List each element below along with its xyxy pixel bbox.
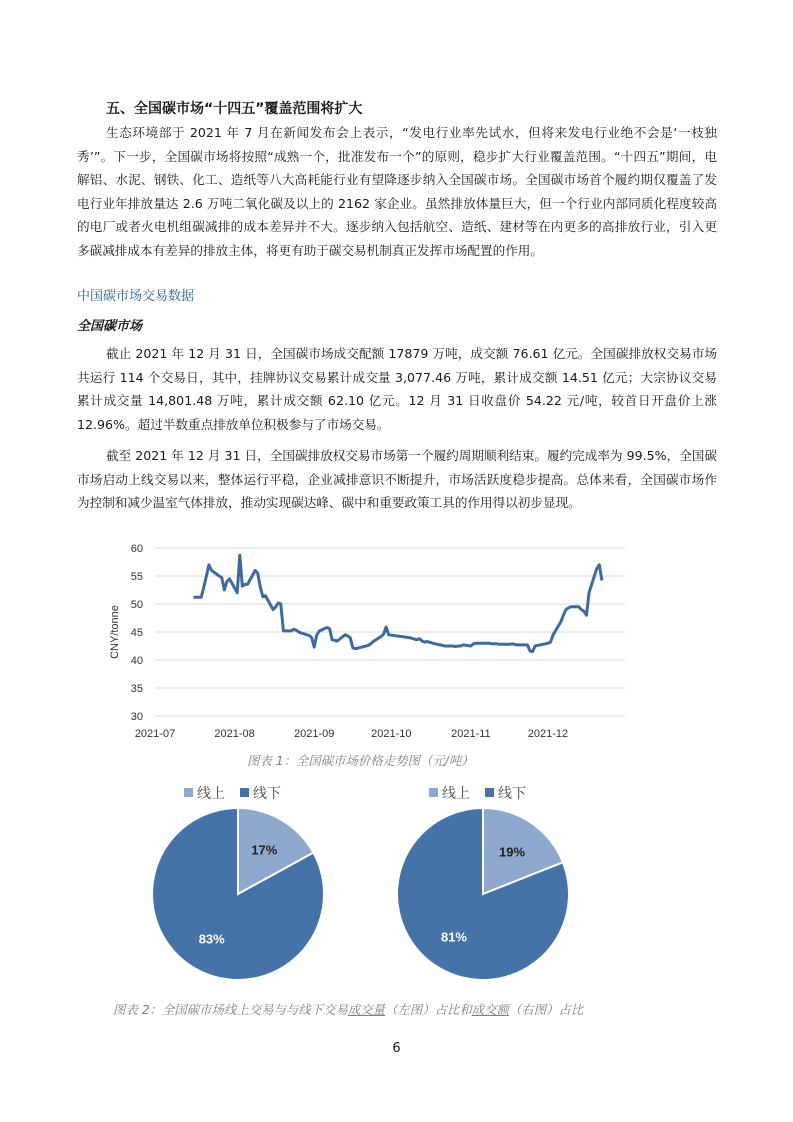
x-tick-label: 2021-08 xyxy=(214,728,255,740)
market-paragraph-1: 截止 2021 年 12 月 31 日，全国碳市场成交配额 17879 万吨，成交额 76.61 亿元。全国碳排放权交易市场共运行 114 个交易日，其中，挂牌协议交易累计成交量 3,077.46 万吨，累计成交额 14.51 亿元；大宗协议交易累计成交量 14,801.48 万吨，累计成交额 62.10 亿元。12 月 31 日收盘价 54.22 元/吨，较首日开盘价上涨 12.96%。超过半数重点排放单位积极参与了市场交易。 xyxy=(77,346,717,432)
x-tick-label: 2021-09 xyxy=(294,728,335,740)
legend-label: 线下 xyxy=(498,785,526,801)
pie-slice-label: 19% xyxy=(498,844,526,860)
section-heading: 五、全国碳市场“十四五”覆盖范围将扩大 xyxy=(106,101,363,117)
legend-swatch xyxy=(429,788,438,797)
caption-part: 图表 2：全国碳市场线上交易与与线下交易 xyxy=(113,1002,348,1017)
y-tick-label: 30 xyxy=(130,711,143,723)
y-tick-label: 55 xyxy=(130,571,143,583)
y-tick-label: 45 xyxy=(130,627,143,639)
pie-slice-label: 81% xyxy=(440,929,468,945)
price-series-line xyxy=(194,555,602,651)
y-tick-label: 35 xyxy=(130,683,143,695)
value-share-pie-chart xyxy=(370,782,600,992)
legend-label: 线上 xyxy=(197,785,225,801)
figure-2-caption xyxy=(113,1000,583,1018)
legend-swatch xyxy=(184,788,193,797)
volume-share-pie-chart xyxy=(125,782,355,992)
x-tick-label: 2021-12 xyxy=(527,728,569,740)
x-tick-label: 2021-11 xyxy=(451,728,491,740)
figure-1-caption: 图表 1：全国碳市场价格走势图（元/吨） xyxy=(247,753,474,768)
caption-part: （右图）占比 xyxy=(508,1002,584,1017)
caption-part: （左图）占比和 xyxy=(385,1002,472,1017)
pie-slice-label: 83% xyxy=(198,931,225,947)
price-trend-chart xyxy=(100,538,640,748)
page-number: 6 xyxy=(392,1041,401,1056)
legend-label: 线上 xyxy=(442,785,470,801)
subsection-heading: 全国碳市场 xyxy=(77,319,143,334)
data-section-heading: 中国碳市场交易数据 xyxy=(77,289,195,304)
y-tick-label: 40 xyxy=(130,655,143,667)
y-axis-label: CNY/tonne xyxy=(109,605,121,659)
caption-value: 成交额 xyxy=(471,1002,509,1017)
market-paragraph-2: 截至 2021 年 12 月 31 日，全国碳排放权交易市场第一个履约周期顺利结束。履约完成率为 99.5%，全国碳市场启动上线交易以来，整体运行平稳，企业减排意识不断提升，市场活跃度稳步提高。总体来看，全国碳市场作为控制和减少温室气体排放，推动实现碳达峰、碳中和重要政策工具的作用得以初步显现。 xyxy=(77,448,717,511)
pie-slice-label: 17% xyxy=(251,842,278,858)
x-tick-label: 2021-10 xyxy=(371,728,412,740)
legend-swatch xyxy=(485,788,494,797)
caption-volume: 成交量 xyxy=(347,1002,386,1017)
section-paragraph: 生态环境部于 2021 年 7 月在新闻发布会上表示，“发电行业率先试水，但将来发电行业绝不会是‘一枝独秀’”。下一步，全国碳市场将按照“成熟一个，批准发布一个”的原则，稳步扩大行业覆盖范围。“十四五”期间，电解铝、水泥、钢铁、化工、造纸等八大高耗能行业有望降逐步纳入全国碳市场。全国碳市场首个履约期仅覆盖了发电行业年排放量达 2.6 万吨二氧化碳及以上的 2162 家企业。虽然排放体量巨大，但一个行业内部同质化程度较高的电厂或者火电机组碳减排的成本差异并不大。逐步纳入包括航空、造纸、建材等在内更多的高排放行业，引入更多碳减排成本有差异的排放主体，将更有助于碳交易机制真正发挥市场配置的作用。 xyxy=(77,125,717,258)
legend-label: 线下 xyxy=(253,785,281,801)
x-tick-label: 2021-07 xyxy=(134,728,176,740)
y-tick-label: 50 xyxy=(130,599,143,611)
legend-swatch xyxy=(240,788,249,797)
y-tick-label: 60 xyxy=(130,543,143,555)
